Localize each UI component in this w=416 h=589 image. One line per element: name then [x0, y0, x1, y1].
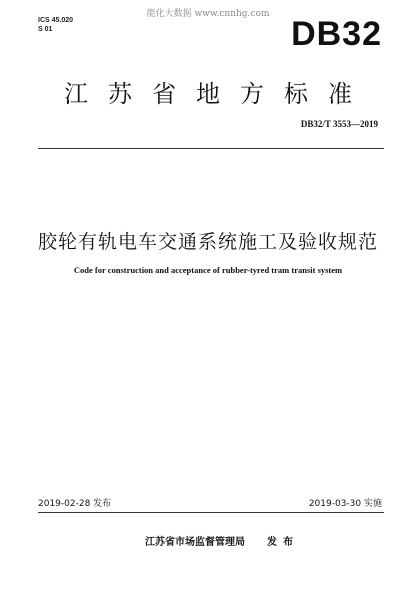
authority-title: 江苏省地方标准: [64, 80, 372, 108]
issuer-line: [145, 533, 299, 548]
standard-code-logo: DB32: [291, 15, 382, 53]
document-title-chinese: 胶轮有轨电车交通系统施工及验收规范: [37, 231, 378, 253]
standard-number: DB32/T 3553—2019: [300, 119, 378, 129]
issuer-name: 江苏省市场监督管理局: [145, 537, 245, 548]
ccs-code: S 01: [38, 26, 53, 33]
issue-date: 2019-02-28 发布: [38, 499, 112, 509]
watermark: 能化大数据 www.cnnhg.com: [146, 9, 270, 19]
top-divider: [38, 148, 384, 149]
classification-codes: [38, 16, 73, 34]
document-title-english: Code for construction and acceptance of rubber-tyred tram transit system: [73, 265, 343, 275]
ics-code: ICS 45.020: [38, 17, 74, 24]
bottom-divider: [38, 512, 384, 513]
issuer-action: 发布: [267, 537, 299, 548]
implementation-date: 2019-03-30 实施: [308, 499, 382, 509]
